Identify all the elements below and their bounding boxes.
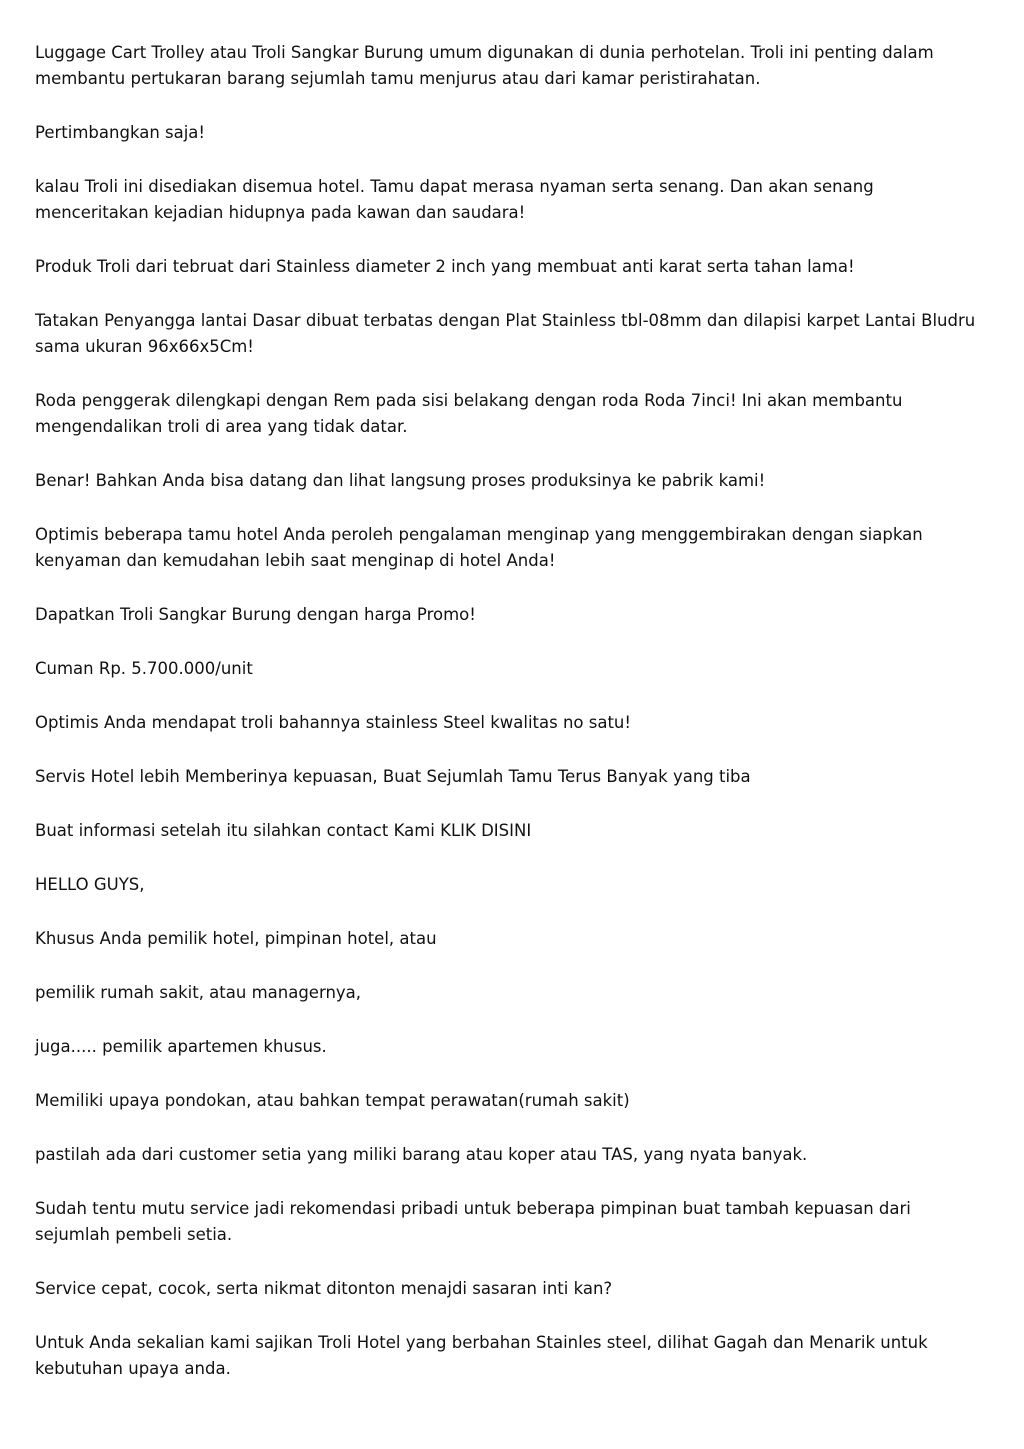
paragraph-hospital-owners: pemilik rumah sakit, atau managernya, [35,983,362,1002]
paragraph-apartment-owners: juga..... pemilik apartemen khusus. [35,1037,327,1056]
paragraph-lodging: Memiliki upaya pondokan, atau bahkan tempat perawatan(rumah sakit) [35,1091,630,1110]
paragraph-base: Tatakan Penyangga lantai Dasar dibuat terbatas dengan Plat Stainless tbl-08mm dan dilapisi karpet Lantai Bludru sama ukuran 96x66x5Cm! [35,311,976,356]
paragraph-service-goal: Service cepat, cocok, serta nikmat ditonton menajdi sasaran inti kan? [35,1279,613,1298]
paragraph-guest-experience: Optimis beberapa tamu hotel Anda peroleh pengalaman menginap yang menggembirakan dengan siapkan kenyaman dan kemudahan lebih saat menginap di hotel Anda! [35,525,923,570]
paragraph-price: Cuman Rp. 5.700.000/unit [35,659,253,678]
paragraph-visit-factory: Benar! Bahkan Anda bisa datang dan lihat langsung proses produksinya ke pabrik kami! [35,471,766,490]
paragraph-hotel-owners: Khusus Anda pemilik hotel, pimpinan hotel, atau [35,929,437,948]
paragraph-offer: Untuk Anda sekalian kami sajikan Troli Hotel yang berbahan Stainles steel, dilihat Gagah dan Menarik untuk kebutuhan upaya anda. [35,1333,928,1378]
paragraph-service-quality: Sudah tentu mutu service jadi rekomendasi pribadi untuk beberapa pimpinan buat tambah kepuasan dari sejumlah pembeli setia. [35,1199,911,1244]
paragraph-service: Servis Hotel lebih Memberinya kepuasan, Buat Sejumlah Tamu Terus Banyak yang tiba [35,767,751,786]
paragraph-comfort: kalau Troli ini disediakan disemua hotel. Tamu dapat merasa nyaman serta senang. Dan akan senang menceritakan kejadian hidupnya pada kawan dan saudara! [35,177,874,222]
document-body [35,40,990,1410]
paragraph-wheels: Roda penggerak dilengkapi dengan Rem pada sisi belakang dengan roda Roda 7inci! Ini akan membantu mengendalikan troli di area yang tidak datar. [35,391,903,436]
paragraph-customers: pastilah ada dari customer setia yang miliki barang atau koper atau TAS, yang nyata banyak. [35,1145,808,1164]
paragraph-contact: Buat informasi setelah itu silahkan contact Kami KLIK DISINI [35,821,532,840]
paragraph-intro: Luggage Cart Trolley atau Troli Sangkar Burung umum digunakan di dunia perhotelan. Troli ini penting dalam membantu pertukaran barang sejumlah tamu menjurus atau dari kamar peristirahatan. [35,43,934,88]
paragraph-consider: Pertimbangkan saja! [35,123,206,142]
paragraph-quality: Optimis Anda mendapat troli bahannya stainless Steel kwalitas no satu! [35,713,632,732]
paragraph-greeting: HELLO GUYS, [35,875,145,894]
paragraph-promo: Dapatkan Troli Sangkar Burung dengan harga Promo! [35,605,476,624]
paragraph-material: Produk Troli dari tebruat dari Stainless diameter 2 inch yang membuat anti karat serta tahan lama! [35,257,855,276]
